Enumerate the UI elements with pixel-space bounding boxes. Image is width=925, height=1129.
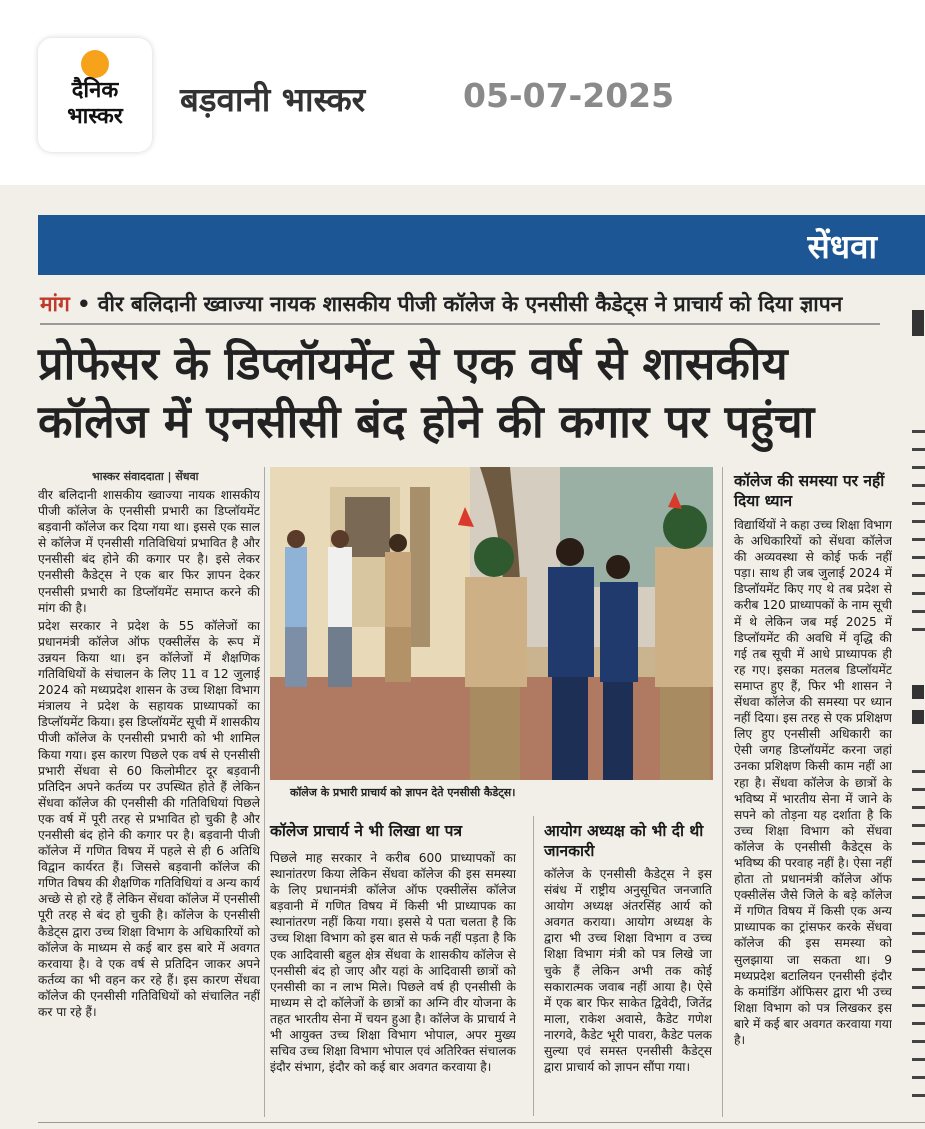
column-divider (264, 467, 265, 1117)
kicker-text: • वीर बलिदानी ख्वाज्या नायक शासकीय पीजी कॉलेज के एनसीसी कैडेट्स ने प्राचार्य को दिया ज्ञापन (69, 292, 843, 316)
photo-caption: कॉलेज के प्रभारी प्राचार्य को ज्ञापन देते एनसीसी कैडेट्स। (290, 786, 516, 799)
sun-logo-icon (81, 50, 109, 78)
article-column-4 (734, 517, 892, 1117)
photo-illustration (270, 467, 713, 780)
page-bottom-rule (38, 1122, 925, 1123)
subheading-no-attention: कॉलेज की समस्या पर नहीं दिया ध्यान (734, 472, 885, 510)
adjacent-article-edge (904, 300, 925, 1120)
kicker-divider (40, 323, 880, 325)
app-header (0, 0, 925, 185)
subheading-commission: आयोग अध्यक्ष को भी दी थी जानकारी (544, 822, 704, 860)
paragraph: पिछले माह सरकार ने करीब 600 प्राध्यापकों का स्थानांतरण किया लेकिन सेंधवा कॉलेज की इस समस्या के लिए प्रधानमंत्री कॉलेज ऑफ एक्सीलेंस कॉलेज बड़वानी में गणित विषय में किसी भी प्राध्यापक का स्थानांतरण नहीं किया गया। इससे ये पता चलता है कि उच्च शिक्षा विभाग को इस बात से फर्क नहीं पड़ता है कि एक आदिवासी बहुल क्षेत्र सेंधवा के शासकीय कॉलेज से एनसीसी बंद हो जाए और यहां के आदिवासी छात्रों को एनसीसी का न लाभ मिले। पिछले वर्ष ही एनसीसी के माध्यम से दो कॉलेजों के छात्रों का अग्नि वीर योजना के तहत भारतीय सेना में चयन हुआ है। कॉलेज के प्राचार्य ने भी आयुक्त उच्च शिक्षा विभाग भोपाल, अपर मुख्य सचिव उच्च शिक्षा विभाग भोपाल एवं अतिरिक्त संचालक इंदौर संभाग, इंदौर को कई बार अवगत करवाया है। (270, 851, 516, 1075)
paragraph: प्रदेश सरकार ने प्रदेश के 55 कॉलेजों का प्रधानमंत्री कॉलेज ऑफ एक्सीलेंस के रूप में उन्नयन किया था। इन कॉलेजों में शैक्षणिक गतिविधियों के संचालन के लिए 11 व 12 जुलाई 2024 को मध्यप्रदेश शासन के उच्च शिक्षा विभाग मंत्रालय ने प्रदेश के सहायक प्राध्यापकों का डिप्लॉयमेंट किया। इस डिप्लॉयमेंट सूची में शासकीय पीजी कॉलेज के एनसीसी प्रभारी को भी शामिल किया गया। इस कारण पिछले एक वर्ष से एनसीसी प्रभारी सेंधवा से 60 किलोमीटर दूर बड़वानी प्रतिदिन अपने कर्तव्य पर उपस्थित होते हैं लेकिन सेंधवा कॉलेज की एनसीसी की गतिविधियां पिछले एक वर्ष में पूरी तरह से प्रभावित हो चुकी है और एनसीसी बंद होने की कगार पर है। बड़वानी पीजी कॉलेज में गणित विषय में पहले से ही 6 अतिथि विद्वान कार्यरत हैं। जिससे बड़वानी कॉलेज की गणित विषय की शैक्षणिक गतिविधियां व अन्य कार्य अच्छे से हो रहे हैं लेकिन सेंधवा कॉलेज में एनसीसी पूरी तरह से बंद हो चुकी है। कॉलेज के एनसीसी कैडेट्स द्वारा उच्च शिक्षा विभाग के अधिकारियों को कॉलेज के माध्यम से कई बार इस बारे में अवगत करवाया है। वे एक वर्ष से प्रतिदिन जाकर अपने कर्तव्य का भी वहन कर रहे हैं। इस कारण सेंधवा कॉलेज की एनसीसी गतिविधियों को संचालित नहीं कर पा रहे हैं। (38, 618, 260, 1019)
article-column-3 (544, 866, 712, 1116)
logo-text-line1: दैनिक (71, 78, 119, 103)
paragraph: कॉलेज के एनसीसी कैडेट्स ने इस संबंध में राष्ट्रीय अनुसूचित जनजाति आयोग अध्यक्ष अंतरसिंह आर्य को अवगत कराया। आयोग अध्यक्ष के द्वारा भी उच्च शिक्षा विभाग व उच्च शिक्षा विभाग मंत्री को पत्र लिखे जा चुके हैं लेकिन अभी तक कोई सकारात्मक जवाब नहीं आया है। ऐसे में एक बार फिर साकेत द्विवेदी, जितेंद्र माला, राकेश अवासे, कैडेट गणेश नारगवे, कैडेट भूरी पावरा, कैडेट पलक सुल्या एवं समस्त एनसीसी कैडेट्स द्वारा प्राचार्य को ज्ञापन सौंपा गया। (544, 867, 712, 1075)
article-photo[interactable] (270, 467, 713, 780)
section-band (38, 215, 925, 275)
edition-date: 05-07-2025 (463, 76, 675, 115)
article-headline (38, 335, 888, 451)
subheading-principal-letter: कॉलेज प्राचार्य ने भी लिखा था पत्र (270, 822, 462, 840)
dainik-bhaskar-logo[interactable] (38, 38, 152, 152)
column-divider (533, 816, 534, 1116)
paragraph: वीर बलिदानी शासकीय ख्वाज्या नायक शासकीय पीजी कॉलेज के एनसीसी प्रभारी का डिप्लॉयमेंट बड़वानी कॉलेज कर दिया गया था। इससे एक साल से कॉलेज में एनसीसी गतिविधियां प्रभावित है और एनसीसी बंद होने की कगार पर है। इसे लेकर एनसीसी कैडेट्स ने एक बार फिर ज्ञापन देकर एनसीसी प्रभारी का डिप्लॉयमेंट समाप्त करने की मांग की है। (38, 488, 260, 615)
article-kicker (40, 290, 880, 318)
logo-text-line2: भास्कर (67, 104, 123, 129)
edition-title: बड़वानी भास्कर (180, 80, 366, 119)
column-divider (722, 467, 723, 1117)
kicker-tag: मांग (40, 292, 70, 316)
section-name: सेंधवा (807, 227, 877, 266)
byline: भास्कर संवाददाता | सेंधवा (92, 470, 199, 483)
headline-line1: प्रोफेसर के डिप्लॉयमेंट से एक वर्ष से शासकीय (38, 337, 788, 390)
article-column-2 (270, 850, 516, 1112)
article-column-1 (38, 487, 260, 1127)
paragraph: विद्यार्थियों ने कहा उच्च शिक्षा विभाग के अधिकारियों को सेंधवा कॉलेज की अव्यवस्था से कोई फर्क नहीं पड़ा। साथ ही जब जुलाई 2024 में डिप्लॉयमेंट किए गए थे तब प्रदेश से करीब 120 प्राध्यापकों के नाम सूची में थे लेकिन जब मई 2025 में डिप्लॉयमेंट की अवधि में वृद्धि की गई तब सूची में आधे प्राध्यापक ही रह गए। इसका मतलब डिप्लॉयमेंट समाप्त हुए हैं, फिर भी शासन ने सेंधवा कॉलेज की समस्या पर ध्यान नहीं दिया। इस तरह से एक प्रशिक्षण लिए हुए एनसीसी अधिकारी का ऐसी जगह डिप्लॉयमेंट करना जहां उनका प्रशिक्षण किसी काम नहीं आ रहा है। सेंधवा कॉलेज के छात्रों के भविष्य में भारतीय सेना में जाने के सपने को तोड़ना यह दर्शाता है कि उच्च शिक्षा विभाग को सेंधवा कॉलेज के एनसीसी कैडेट्स के भविष्य की परवाह नहीं है। ऐसा नहीं होता तो प्रधानमंत्री कॉलेज ऑफ एक्सीलेंस जैसे जिले के बड़े कॉलेज में गणित विषय में किसी एक अन्य प्राध्यापक का ट्रांसफर करके सेंधवा कॉलेज की इस समस्या को सुलझाया जा सकता था। 9 मध्यप्रदेश बटालियन एनसीसी इंदौर के कमांडिंग ऑफिसर द्वारा भी उच्च शिक्षा विभाग को पत्र लिखकर इस बारे में कई बार अवगत करवाया गया है। (734, 518, 892, 1047)
headline-line2: कॉलेज में एनसीसी बंद होने की कगार पर पहुंचा (38, 395, 815, 448)
